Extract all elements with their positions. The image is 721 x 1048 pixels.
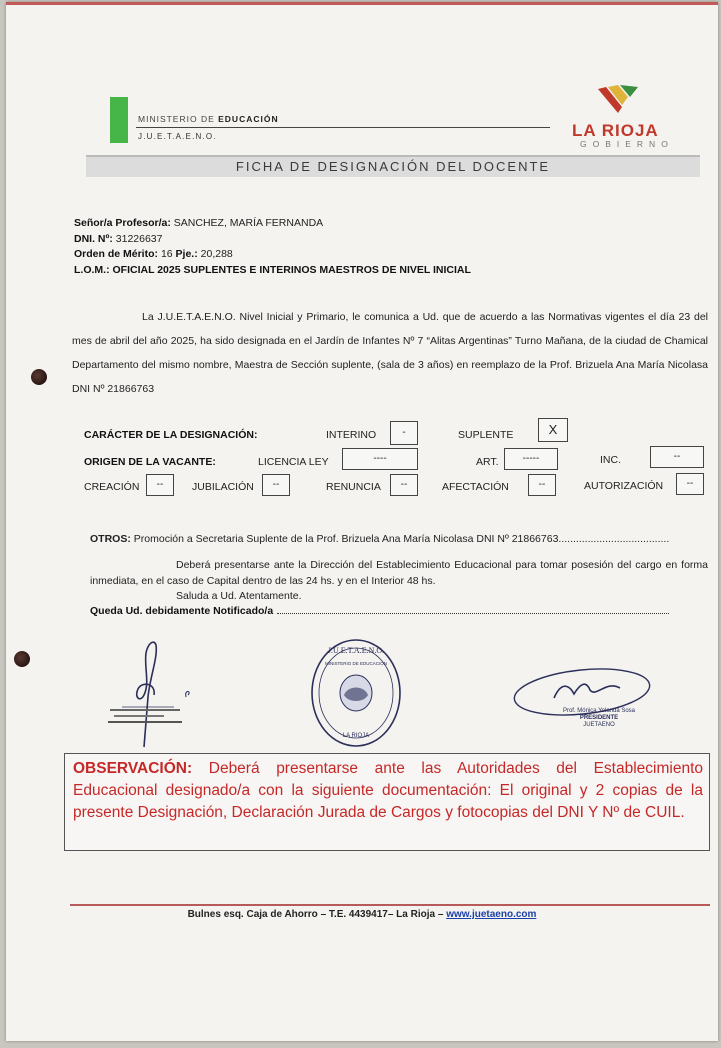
ministry-name: MINISTERIO DE EDUCACIÓN <box>138 114 279 124</box>
autorizacion-label: AUTORIZACIÓN <box>584 480 664 492</box>
observation-text: OBSERVACIÓN: Deberá presentarse ante las Autoridades del Establecimiento Educacional designado/a con la siguiente documentación: El original y 2 copias de la presente Designación, Declaración Jurada de Cargos y fotocopias del DNI Y Nº de CUIL. <box>73 760 703 821</box>
gobierno-subtitle: GOBIERNO <box>580 139 674 149</box>
autorizacion-box: -- <box>676 473 704 495</box>
merit-row: Orden de Mérito: 16 Pje.: 20,288 <box>74 248 233 260</box>
interino-label: INTERINO <box>326 429 377 441</box>
organism-name: J.U.E.T.A.E.N.O. <box>138 132 217 141</box>
interino-box: - <box>390 421 418 445</box>
dni-row: DNI. Nº: 31226637 <box>74 232 163 245</box>
teacher-fields <box>74 216 471 278</box>
observation-box <box>64 753 710 851</box>
header-divider <box>136 127 550 128</box>
document-page <box>6 2 718 1041</box>
right-signature-stamp: Prof. Mónica Yolanda Sosa PRESIDENTE JUETAENO <box>562 708 636 728</box>
art-label: ART. <box>476 456 499 468</box>
renuncia-box: -- <box>390 474 418 496</box>
inc-box: -- <box>650 446 704 468</box>
afectacion-box: -- <box>528 474 556 496</box>
punch-hole <box>14 651 30 667</box>
document-title-banner <box>86 155 700 177</box>
jubilacion-label: JUBILACIÓN <box>192 481 254 493</box>
art-box: ----- <box>504 448 558 470</box>
origen-label: ORIGEN DE LA VACANTE: <box>84 456 216 468</box>
suplente-box: X <box>538 418 568 442</box>
licencia-label: LICENCIA LEY <box>258 456 329 468</box>
gobierno-title: LA RIOJA <box>572 121 659 140</box>
creacion-box: -- <box>146 474 174 496</box>
otros-row: OTROS: Promoción a Secretaria Suplente de la Prof. Brizuela Ana María Nicolasa DNI Nº 21866763...................................... <box>90 533 670 545</box>
left-signature-icon <box>104 637 194 757</box>
teacher-name-row: Señor/a Profesor/a: SANCHEZ, MARÍA FERNANDA <box>74 217 324 229</box>
afectacion-label: AFECTACIÓN <box>442 481 509 493</box>
footer: Bulnes esq. Caja de Ahorro – T.E. 4439417– La Rioja – www.juetaeno.com <box>187 909 537 920</box>
seal-top-text: J.U.E.T.A.E.N.O. <box>327 646 385 655</box>
notification-line: Queda Ud. debidamente Notificado/a <box>90 605 669 617</box>
seal-bottom-text: LA RIOJA <box>342 733 370 739</box>
official-seal-icon <box>308 637 404 749</box>
designation-paragraph: La J.U.E.T.A.E.N.O. Nivel Inicial y Primario, le comunica a Ud. que de acuerdo a las Normativas vigentes el día 23 del mes de abril del año 2025, ha sido designada en el Jardín de Infantes Nº 7 “Alitas Argentinas” Turno Mañana, de la ciudad de Chamical Departamento del mismo nombre, Maestra de Sección suplente, (sala de 3 años) en reemplazo de la Prof. Brizuela Ana María Nicolasa DNI Nº 21866763 <box>72 311 708 395</box>
footer-divider <box>70 904 710 906</box>
presentation-instructions: Deberá presentarse ante la Dirección del Establecimiento Educacional para tomar posesión del cargo en forma inmediata, en el caso de Capital dentro de las 24 hs. y en el Interior 48 hs. <box>90 559 708 587</box>
suplente-label: SUPLENTE <box>458 429 514 441</box>
la-rioja-logo-icon <box>596 83 640 117</box>
document-title: FICHA DE DESIGNACIÓN DEL DOCENTE <box>235 159 551 174</box>
punch-hole <box>31 369 47 385</box>
seal-ring-text: MINISTERIO DE EDUCACIÓN <box>324 661 388 666</box>
renuncia-label: RENUNCIA <box>326 481 381 493</box>
lom-row: L.O.M.: OFICIAL 2025 SUPLENTES E INTERINOS MAESTROS DE NIVEL INICIAL <box>74 263 471 276</box>
website-link[interactable]: www.juetaeno.com <box>446 909 537 920</box>
greeting: Saluda a Ud. Atentamente. <box>176 590 302 602</box>
inc-label: INC. <box>600 454 621 466</box>
caracter-label: CARÁCTER DE LA DESIGNACIÓN: <box>84 429 258 441</box>
ministry-logo-bar <box>110 97 128 143</box>
licencia-box: ---- <box>342 448 418 470</box>
jubilacion-box: -- <box>262 474 290 496</box>
creacion-label: CREACIÓN <box>84 481 140 493</box>
